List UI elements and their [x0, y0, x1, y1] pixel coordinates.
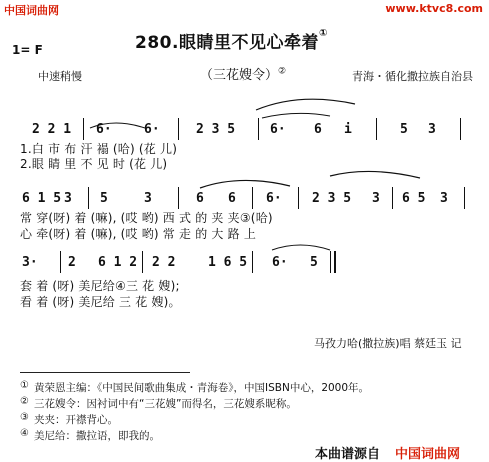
final-barline: [334, 251, 336, 273]
subtitle-footnote-mark: ②: [278, 66, 287, 77]
note-group: 2: [68, 255, 76, 270]
note-group: 6 1 5: [22, 191, 62, 206]
slur-line1-a: [256, 99, 355, 110]
barline: [460, 118, 461, 140]
slur-line1-b: [262, 113, 330, 118]
lyrics-line3-verse2: 看 着 (呀) 美尼给 三 花 嫂)。: [20, 295, 181, 309]
watermark-right: www.ktvc8.com: [385, 2, 483, 15]
note-group: 2 2: [152, 255, 176, 270]
barline: [83, 118, 84, 140]
footnote-divider: [20, 372, 190, 373]
footnote-text: 三花嫂令：因衬词中有“三花嫂”而得名，三花嫂系昵称。: [34, 398, 297, 410]
key-signature: 1= F: [12, 43, 43, 57]
barline: [142, 251, 143, 273]
footnote-text: 黄荣恩主编：《中国民间歌曲集成・青海卷》，中国ISBN中心，2000年。: [34, 382, 370, 394]
lyrics-line3-verse1: 套 着 (呀) 美尼给④三 花 嫂);: [20, 279, 180, 293]
barline: [178, 187, 179, 209]
barline: [464, 187, 465, 209]
footnote-text: 夹夹：开襟背心。: [34, 414, 118, 426]
slur-line2-a: [200, 180, 290, 188]
note-group: 3: [428, 122, 436, 137]
note-group: 6·: [270, 122, 286, 137]
note-group: 6: [228, 191, 236, 206]
lyrics-line1-verse2: 2.眼 睛 里 不 见 时 (花 儿): [20, 157, 168, 171]
note-group: 1 6 5: [208, 255, 248, 270]
note-group: 6·: [144, 122, 160, 137]
note-group: 3: [64, 191, 72, 206]
note-group: 6 5: [402, 191, 426, 206]
lyrics-line1-verse1: 1.白 市 布 汗 褟 (哈) (花 儿): [20, 142, 178, 156]
note-group: 2 3 5: [196, 122, 236, 137]
note-group: 5: [400, 122, 408, 137]
footnote-mark: ②: [20, 396, 29, 407]
note-group: 2 3 5: [312, 191, 352, 206]
footnote-mark: ④: [20, 428, 29, 439]
barline: [252, 251, 253, 273]
source-label: 本曲谱源自: [315, 447, 381, 462]
note-group: i: [344, 122, 352, 137]
barline: [376, 118, 377, 140]
note-group: 2 2 1: [32, 122, 72, 137]
slur-line2-b: [330, 171, 420, 178]
song-title-text: 280.眼睛里不见心牵着: [135, 33, 319, 53]
footnote-mark: ①: [20, 380, 29, 391]
note-group: 5: [100, 191, 108, 206]
note-group: 5: [310, 255, 318, 270]
source-site-link[interactable]: 中国词曲网: [395, 447, 461, 462]
barline: [258, 118, 259, 140]
barline: [88, 187, 89, 209]
note-group: 6·: [272, 255, 288, 270]
song-subtitle-text: （三花嫂令）: [200, 68, 279, 83]
lyrics-line2-verse2: 心 牵(呀) 着 (嘛), (哎 哟) 常 走 的 大 路 上: [20, 227, 257, 241]
barline: [298, 187, 299, 209]
note-group: 6: [196, 191, 204, 206]
note-group: 3: [440, 191, 448, 206]
footnote-text: 美尼给：撒拉语，即我的。: [34, 430, 160, 442]
performer-credits: 马孜力哈(撒拉族)唱 蔡廷玉 记: [314, 337, 462, 350]
barline: [330, 251, 331, 273]
tempo-marking: 中速稍慢: [38, 70, 82, 83]
title-footnote-mark: ①: [318, 28, 328, 39]
barline: [60, 251, 61, 273]
watermark-left: 中国词曲网: [4, 4, 59, 17]
slur-line3-a: [272, 245, 330, 250]
region-label: 青海・循化撒拉族自治县: [352, 70, 473, 83]
note-group: 6 1 2: [98, 255, 138, 270]
barline: [178, 118, 179, 140]
note-group: 6·: [96, 122, 112, 137]
footnote-mark: ③: [20, 412, 29, 423]
note-group: 6: [314, 122, 322, 137]
note-group: 3·: [22, 255, 38, 270]
barline: [392, 187, 393, 209]
barline: [252, 187, 253, 209]
note-group: 3: [372, 191, 380, 206]
note-group: 3: [144, 191, 152, 206]
lyrics-line2-verse1: 常 穿(呀) 着 (嘛), (哎 哟) 西 式 的 夹 夹③(哈): [20, 211, 273, 225]
note-group: 6·: [266, 191, 282, 206]
